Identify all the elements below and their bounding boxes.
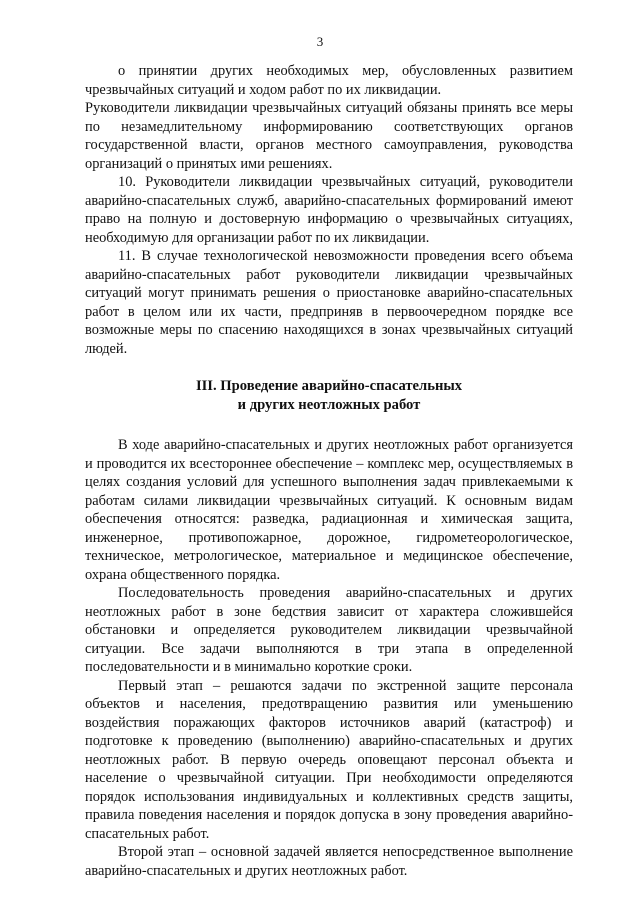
paragraph-sequence: Последовательность проведения аварийно-спасательных и других неотложных работ в зоне бедствия зависит от характера сложившейся обстановки и определяется руководителем ликвидации чрезвычайной ситуации. Все задачи выполняются в три этапа в определенной последовательности и в минимально короткие сроки. [85, 585, 573, 675]
paragraph-item-10: 10. Руководители ликвидации чрезвычайных ситуаций, руководители аварийно-спасательных служб, аварийно-спасательных формирований имеют право на полную и достоверную информацию о чрезвычайных ситуациях, необходимую для организации работ по их ликвидации. [85, 174, 573, 246]
document-body [85, 62, 573, 880]
section-heading-line-2: и других неотложных работ [237, 396, 421, 413]
paragraph-continuation: о принятии других необходимых мер, обусловленных развитием чрезвычайных ситуаций и ходом работ по их ликвидации. [85, 63, 573, 98]
paragraph-stage-2: Второй этап – основной задачей является непосредственное выполнение аварийно-спасательных и других неотложных работ. [85, 844, 573, 879]
section-heading-line-1: III. Проведение аварийно-спасательных [195, 378, 463, 394]
paragraph-stage-1: Первый этап – решаются задачи по экстренной защите персонала объектов и населения, предотвращению развития или уменьшению воздействия поражающих факторов источников аварий (катастроф) и подготовке к проведению (выполнению) аварийно-спасательных и других неотложных работ. В первую очередь оповещают персонал объекта и население о чрезвычайной ситуации. При необходимости определяются порядок использования индивидуальных и коллективных средств защиты, правила поведения населения и порядок допуска в зону проведения аварийно-спасательных работ. [85, 677, 573, 842]
paragraph-obligations: Руководители ликвидации чрезвычайных ситуаций обязаны принять все меры по незамедлительному информированию соответствующих органов государственной власти, органов местного самоуправления, руководства организаций о принятых ими решениях. [85, 100, 573, 172]
section-heading [85, 377, 573, 414]
page-number: 3 [316, 34, 324, 49]
paragraph-item-11: 11. В случае технологической невозможности проведения всего объема аварийно-спасательных работ руководители ликвидации чрезвычайных ситуаций могут принимать решения о приостановке аварийно-спасательных работ в целом или их части, предприняв в первоочередном порядке все возможные меры по спасению находящихся в зонах чрезвычайных ситуаций людей. [85, 248, 573, 357]
paragraph-support: В ходе аварийно-спасательных и других неотложных работ организуется и проводится их всестороннее обеспечение – комплекс мер, осуществляемых в целях создания условий для успешного выполнения задач привлекаемыми к работам силами ликвидации чрезвычайных ситуаций. К основным видам обеспечения относятся: разведка, радиационная и химическая защита, инженерное, противопожарное, дорожное, гидрометеорологическое, техническое, метрологическое, материальное и медицинское обеспечение, охрана общественного порядка. [85, 437, 573, 583]
